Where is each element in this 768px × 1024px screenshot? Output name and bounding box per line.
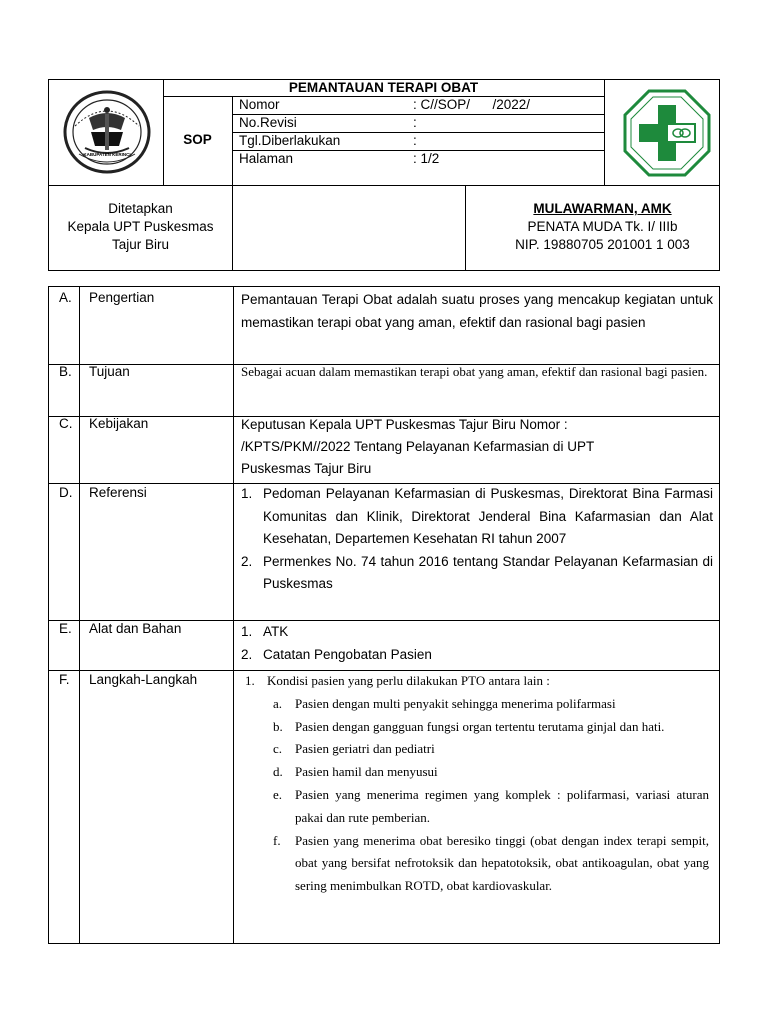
field-value-revisi: :: [413, 115, 417, 130]
sub-text: Pasien geriatri dan pediatri: [295, 741, 435, 757]
section-label: Tujuan: [89, 364, 130, 379]
field-label-halaman: Halaman: [239, 151, 294, 166]
list-item: [241, 644, 713, 667]
list-number: 1.: [241, 624, 253, 639]
sop-title: PEMANTAUAN TERAPI OBAT: [288, 80, 479, 95]
sub-text: Pasien yang menerima regimen yang komplek : polifarmasi, variasi aturan pakai dan rute pemberian.: [295, 786, 709, 825]
divider: [79, 287, 80, 943]
sub-item: [245, 716, 709, 739]
sub-item: [245, 784, 709, 830]
list-number: 1.: [245, 673, 255, 688]
header-table: [48, 79, 720, 271]
sub-text: Pasien hamil dan menyusui: [295, 764, 438, 780]
list-text: Catatan Pengobatan Pasien: [263, 646, 432, 662]
list-text: Pedoman Pelayanan Kefarmasian di Puskesmas, Direktorat Bina Farmasi Komunitas dan Klinik, Direktorat Jenderal Bina Kafarmasian dan Alat Kesehatan, Departemen Kesehatan RI tahun 2007: [263, 486, 713, 546]
ditetapkan-line: Kepala UPT Puskesmas: [67, 219, 214, 234]
section-letter: B.: [59, 364, 72, 379]
section-label: Langkah-Langkah: [89, 672, 198, 687]
divider: [604, 80, 605, 185]
ditetapkan-line: Tajur Biru: [111, 237, 170, 252]
sub-letter: e.: [273, 786, 283, 802]
field-label-tgl: Tgl.Diberlakukan: [239, 133, 341, 148]
list-text: Kondisi pasien yang perlu dilakukan PTO antara lain :: [267, 673, 550, 688]
signer-name: MULAWARMAN, AMK: [533, 201, 672, 216]
logo-text: KABUPATEN KERINCI: [83, 152, 131, 157]
list-text: Permenkes No. 74 tahun 2016 tentang Standar Pelayanan Kefarmasian di Puskesmas: [263, 553, 713, 591]
sop-label: SOP: [183, 132, 212, 147]
sub-item: [245, 738, 709, 761]
sub-text: Pasien dengan multi penyakit sehingga menerima polifarmasi: [295, 695, 616, 711]
list-number: 2.: [241, 553, 253, 569]
sub-text: Pasien yang menerima obat beresiko tinggi (obat dengan index terapi sempit, obat yang bersifat nefrotoksik dan hepatotoksik, obat antikoagulan, obat yang sering menimbulkan ROTD, obat kardiovaskular.: [295, 832, 709, 894]
kebijakan-line: /KPTS/PKM//2022 Tentang Pelayanan Kefarmasian di UPT: [241, 439, 595, 454]
section-letter: D.: [59, 485, 73, 500]
sub-letter: b.: [273, 718, 283, 734]
sub-letter: f.: [273, 832, 281, 848]
sub-letter: c.: [273, 741, 283, 757]
section-letter: C.: [59, 416, 73, 431]
field-value-halaman: : 1/2: [413, 151, 440, 166]
section-list-referensi: [241, 483, 713, 596]
signer-block: [490, 200, 715, 254]
section-label: Kebijakan: [89, 416, 149, 431]
sub-item: [245, 693, 709, 716]
list-number: 1.: [241, 486, 253, 501]
section-label: Pengertian: [89, 290, 155, 305]
signer-rank: PENATA MUDA Tk. I/ IIIb: [527, 219, 678, 234]
list-item: [245, 670, 709, 693]
list-item: [241, 551, 713, 596]
field-value-tgl: :: [413, 133, 417, 148]
section-list-alat: [241, 621, 713, 666]
field-label-nomor: Nomor: [239, 97, 280, 112]
kebijakan-line: Keputusan Kepala UPT Puskesmas Tajur Biru Nomor :: [241, 417, 568, 432]
sub-letter: a.: [273, 695, 283, 711]
procedure-table: [48, 286, 720, 944]
divider: [465, 185, 466, 271]
section-label: Referensi: [89, 485, 147, 500]
sub-item: [245, 761, 709, 784]
ditetapkan-block: [49, 200, 232, 254]
divider: [49, 185, 719, 186]
sub-text: Pasien dengan gangguan fungsi organ tertentu terutama ginjal dan hati.: [295, 718, 665, 734]
field-value-nomor: : C//SOP/ /2022/: [413, 97, 531, 112]
list-item: [241, 483, 713, 551]
divider: [233, 287, 234, 943]
sub-letter: d.: [273, 764, 283, 780]
divider: [232, 96, 233, 271]
puskesmas-logo: [623, 89, 711, 177]
section-letter: F.: [59, 672, 70, 687]
section-list-langkah: [245, 670, 709, 898]
section-text-tujuan: Sebagai acuan dalam memastikan terapi obat yang aman, efektif dan rasional bagi pasien.: [241, 364, 708, 379]
field-label-revisi: No.Revisi: [239, 115, 297, 130]
list-number: 2.: [241, 646, 253, 662]
section-text-pengertian: Pemantauan Terapi Obat adalah suatu proses yang mencakup kegiatan untuk memastikan terapi obat yang aman, efektif dan rasional bagi pasien: [241, 292, 713, 330]
ditetapkan-line: Ditetapkan: [108, 201, 173, 216]
section-text-kebijakan: [241, 414, 713, 480]
sub-item: [245, 830, 709, 898]
signer-nip: NIP. 19880705 201001 1 003: [515, 237, 690, 252]
section-letter: A.: [59, 290, 72, 305]
list-text: ATK: [263, 624, 289, 639]
list-item: [241, 621, 713, 644]
kerinci-emblem-logo: [61, 88, 153, 176]
section-letter: E.: [59, 621, 72, 636]
kebijakan-line: Puskesmas Tajur Biru: [241, 461, 372, 476]
section-label: Alat dan Bahan: [89, 621, 182, 636]
